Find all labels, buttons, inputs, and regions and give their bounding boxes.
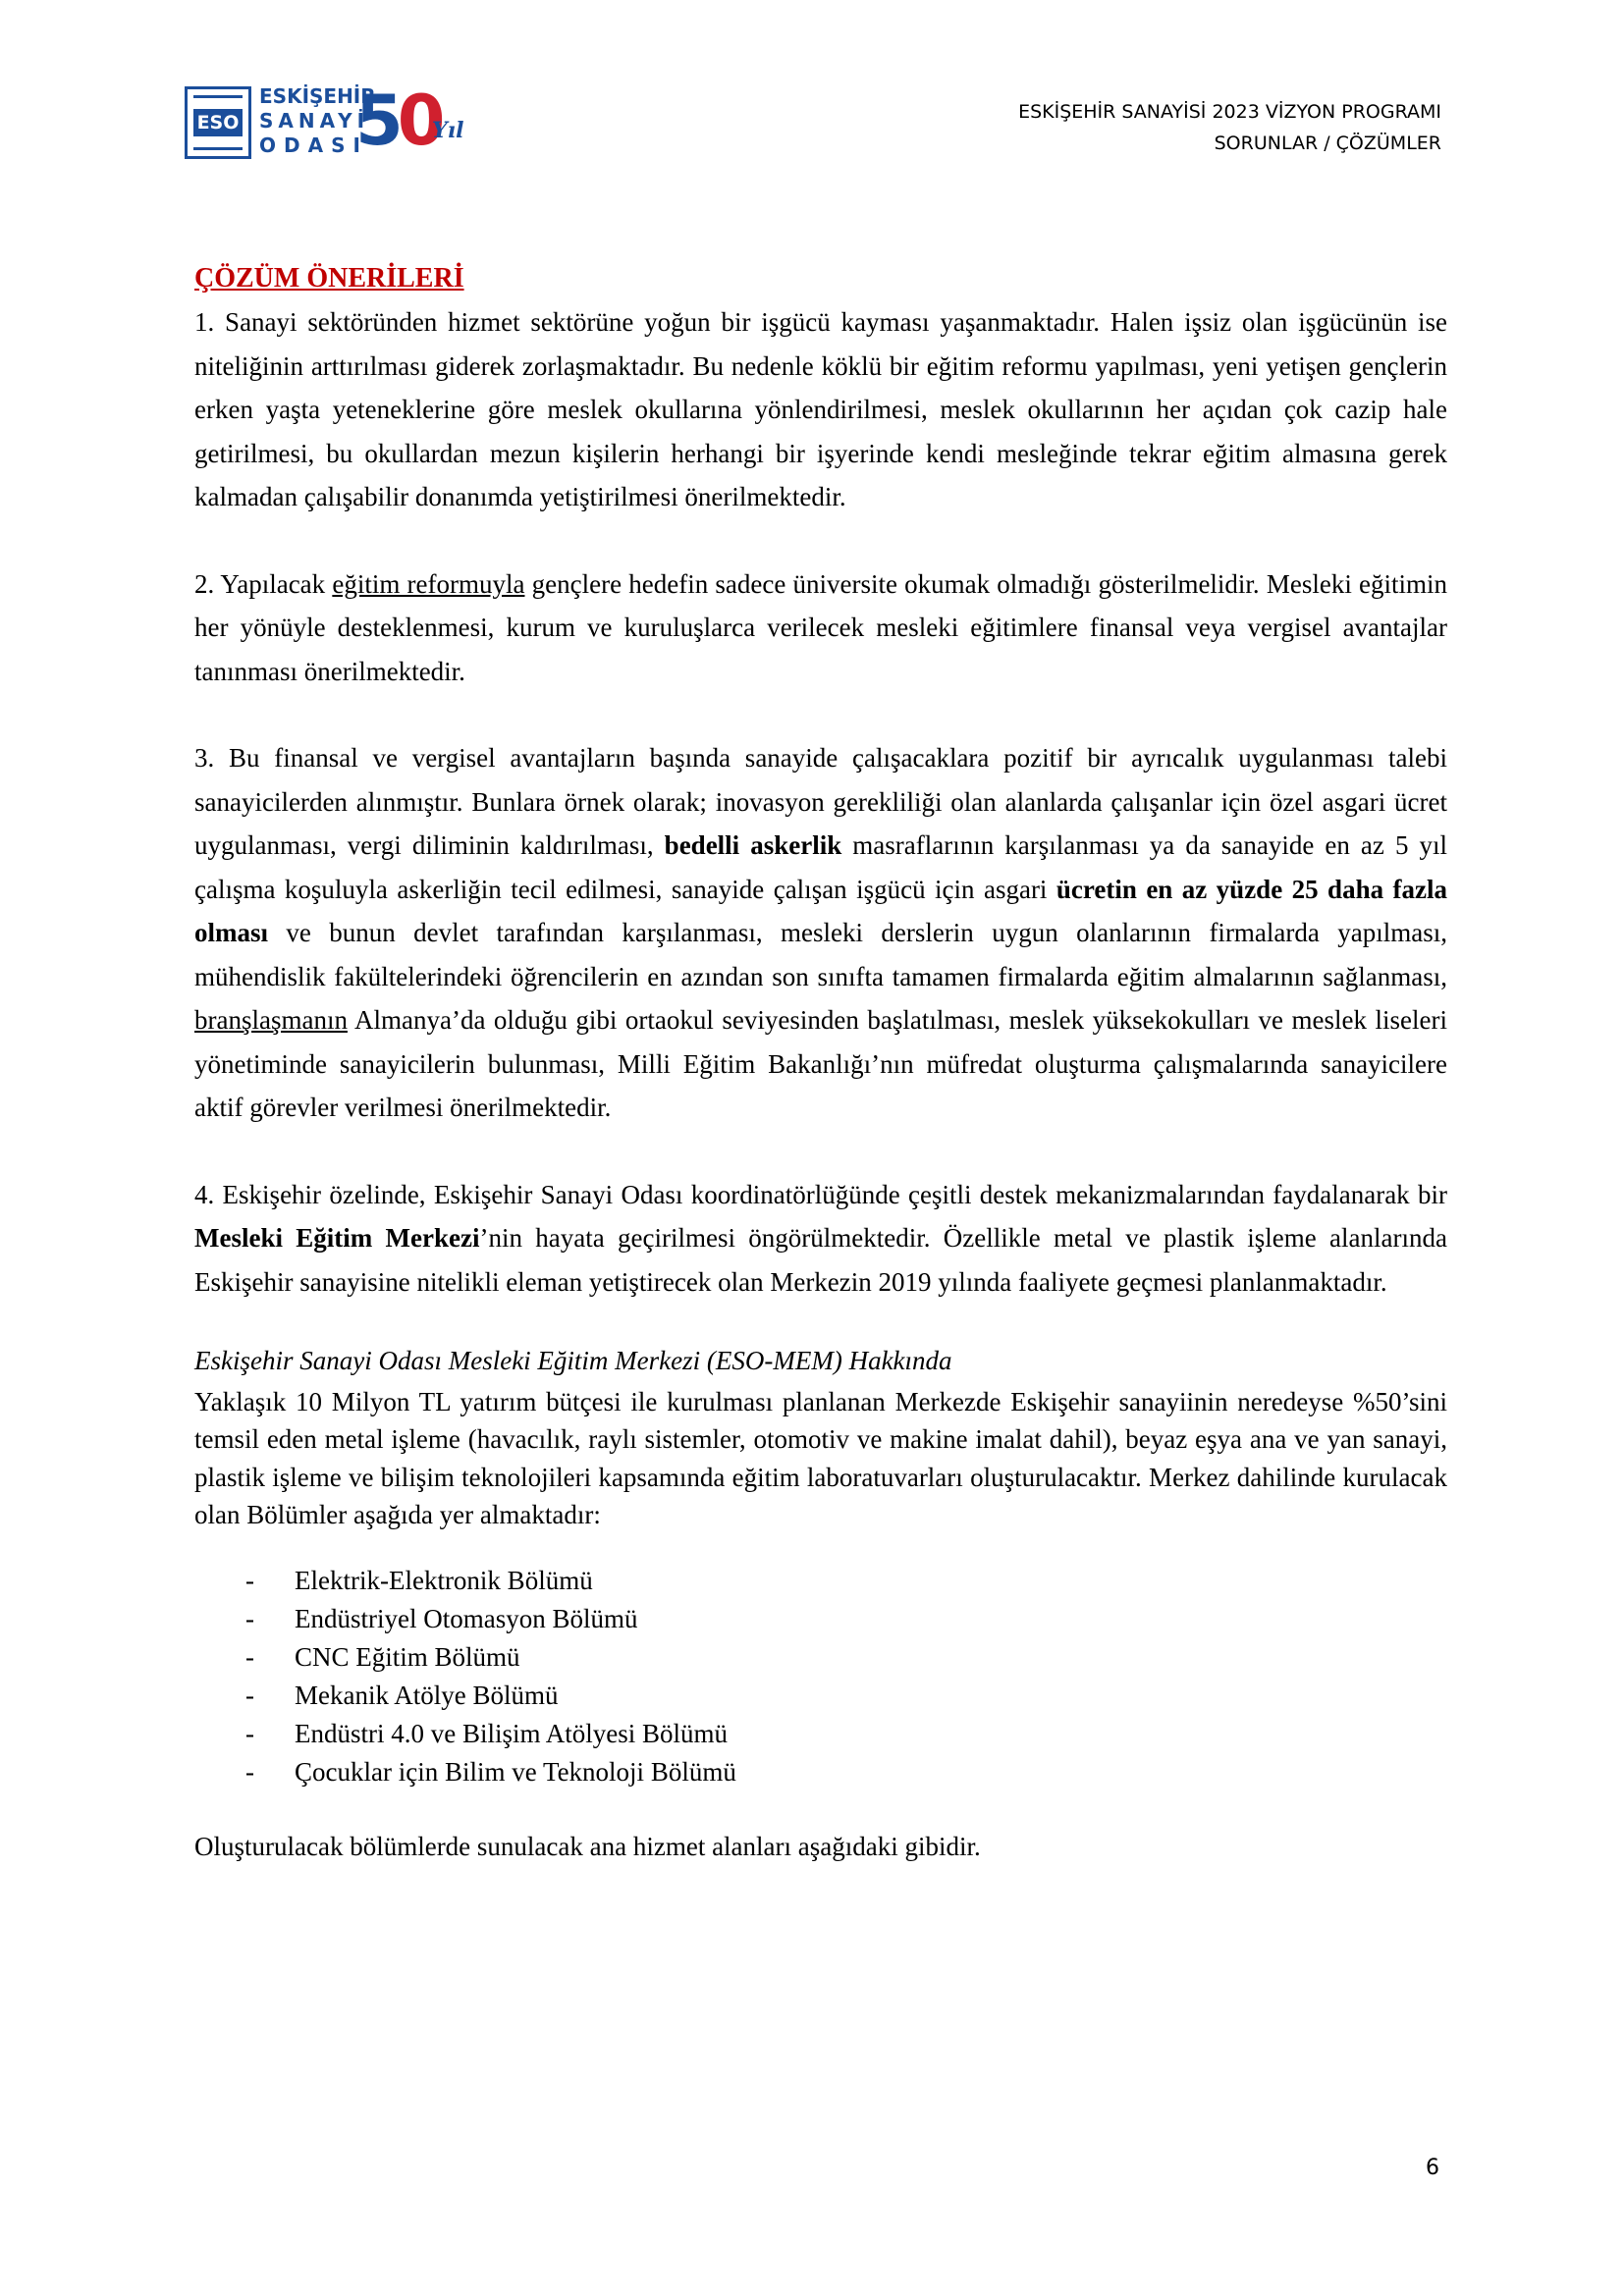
paragraph-3-underlined: branşlaşmanın xyxy=(194,1005,348,1035)
department-list xyxy=(194,1562,1447,1791)
paragraph-4-bold: Mesleki Eğitim Merkezi xyxy=(194,1223,480,1253)
list-item-label: Elektrik-Elektronik Bölümü xyxy=(295,1565,593,1595)
closing-sentence: Oluşturulacak bölümlerde sunulacak ana hizmet alanları aşağıdaki gibidir. xyxy=(194,1831,981,1861)
paragraph-3-text-e: Almanya’da olduğu gibi ortaokul seviyesinden başlatılması, meslek yüksekokulları ve meslek liseleri yönetiminde sanayicilerin bulunması, Milli Eğitim Bakanlığı’nın müfredat oluşturma çalışmalarında sanayicilere aktif görevler verilmesi önerilmektedir. xyxy=(194,1005,1447,1122)
list-item-label: Endüstri 4.0 ve Bilişim Atölyesi Bölümü xyxy=(295,1718,729,1748)
list-item xyxy=(194,1562,1447,1600)
paragraph-3-bold-1: bedelli askerlik xyxy=(664,830,842,860)
paragraph-2-underlined: eğitim reformuyla xyxy=(332,568,525,599)
list-dash: - xyxy=(245,1756,254,1787)
list-dash: - xyxy=(245,1565,254,1595)
list-dash: - xyxy=(245,1603,254,1633)
logo-digit-0: 0 xyxy=(397,80,440,161)
list-item xyxy=(194,1600,1447,1638)
paragraph-5: Yaklaşık 10 Milyon TL yatırım bütçesi ile kurulması planlanan Merkezde Eskişehir sanayiinin neredeyse %50’sini temsil eden metal işleme (havacılık, raylı sistemler, otomotiv ve makine imalat dahil), beyaz eşya ana ve yan sanayi, plastik işleme ve bilişim teknolojileri kapsamında eğitim laboratuvarları oluşturulacaktır. Merkez dahilinde kurulacak olan Bölümler aşağıda yer almaktadır: xyxy=(194,1386,1447,1529)
paragraph-1: 1. Sanayi sektöründen hizmet sektörüne yoğun bir işgücü kayması yaşanmaktadır. Halen işsiz olan işgücünün ise niteliğinin arttırılması giderek zorlaşmaktadır. Bu nedenle köklü bir eğitim reformu yapılması, yeni yetişen gençlerin erken yaşta yeteneklerine göre meslek okullarına yönlendirilmesi, meslek okullarının her açıdan çok cazip hale getirilmesi, bu okullardan mezun kişilerin herhangi bir işyerinde kendi mesleğinde tekrar eğitim almasına gerek kalmadan çalışabilir donanımda yetiştirilmesi önerilmektedir. xyxy=(194,307,1447,511)
list-item xyxy=(194,1715,1447,1753)
paragraph-4-text-c: ’nin hayata geçirilmesi öngörülmektedir. Özellikle metal ve plastik işleme alanlarında Eskişehir sanayisine nitelikli eleman yetiştirecek olan Merkezin 2019 yılında faaliyete geçmesi planlanmaktadır. xyxy=(194,1223,1447,1297)
document-body xyxy=(194,257,1447,1868)
paragraph-3 xyxy=(194,736,1447,1130)
list-item-label: Endüstriyel Otomasyon Bölümü xyxy=(295,1603,638,1633)
list-dash: - xyxy=(245,1680,254,1710)
list-item xyxy=(194,1638,1447,1677)
logo-line2: SANAYİ xyxy=(259,109,370,133)
logo-yil: Yıl xyxy=(432,118,464,143)
list-item-label: CNC Eğitim Bölümü xyxy=(295,1641,520,1672)
logo-digit-5: 5 xyxy=(355,80,398,161)
paragraph-2-text-a: 2. Yapılacak xyxy=(194,568,333,599)
paragraph-4 xyxy=(194,1173,1447,1305)
section-heading: ÇÖZÜM ÖNERİLERİ xyxy=(194,263,464,294)
eso-abbr: ESO xyxy=(193,109,243,136)
header-title-line1: ESKİŞEHİR SANAYİSİ 2023 VİZYON PROGRAMI xyxy=(1018,101,1441,123)
paragraph-3-bold-2: ücretin en az yüzde 25 daha fazla olması xyxy=(194,874,1447,947)
paragraph-3-text-d: ve bunun devlet tarafından karşılanması, mesleki derslerin uygun olanlarının firmalarda yapılması, mühendislik fakültelerindeki öğrencilerin en azından son sınıfta tamamen firmalarda eğitim almalarının sağlanması, xyxy=(194,918,1447,991)
subheading-eso-mem: Eskişehir Sanayi Odası Mesleki Eğitim Merkezi (ESO-MEM) Hakkında xyxy=(194,1346,952,1375)
paragraph-3-text-c: masraflarının karşılanması ya da sanayide en az 5 yıl çalışma koşuluyla askerliğin tecil edilmesi, sanayide çalışan işgücü için asgari xyxy=(194,830,1448,904)
eso-50-yil-logo xyxy=(185,80,469,165)
header-title xyxy=(1018,96,1441,159)
list-item-label: Mekanik Atölye Bölümü xyxy=(295,1680,559,1710)
page-number: 6 xyxy=(1426,2156,1439,2180)
logo-line1: ESKİŞEHİR xyxy=(259,84,376,108)
paragraph-3-text-a: 3. Bu finansal ve vergisel avantajların başında sanayide çalışacaklara pozitif bir ayrıcalık uygulanması talebi sanayicilerden alınmıştır. Bunlara örnek olarak; inovasyon gerekliliği olan alanlarda çalışanlar için özel asgari ücret uygulanması, vergi diliminin kaldırılması, xyxy=(194,743,1447,860)
list-item xyxy=(194,1753,1447,1791)
paragraph-2 xyxy=(194,562,1447,694)
paragraph-2-text-b: gençlere hedefin sadece üniversite okumak olmadığı gösterilmelidir. Mesleki eğitimin her yönüyle desteklenmesi, kurum ve kuruluşlarca verilecek mesleki eğitimlere finansal veya vergisel avantajlar tanınması önerilmektedir. xyxy=(194,568,1448,686)
logo-anniversary-number xyxy=(355,82,439,159)
list-item xyxy=(194,1677,1447,1715)
paragraph-4-text-a: 4. Eskişehir özelinde, Eskişehir Sanayi Odası koordinatörlüğünde çeşitli destek mekanizmalarından faydalanarak bir xyxy=(194,1179,1447,1209)
header-title-line2: SORUNLAR / ÇÖZÜMLER xyxy=(1214,133,1441,154)
list-dash: - xyxy=(245,1718,254,1748)
logo-line3: ODASI xyxy=(259,133,368,157)
list-item-label: Çocuklar için Bilim ve Teknoloji Bölümü xyxy=(295,1756,736,1787)
list-dash: - xyxy=(245,1641,254,1672)
eso-logo-box xyxy=(185,86,251,159)
